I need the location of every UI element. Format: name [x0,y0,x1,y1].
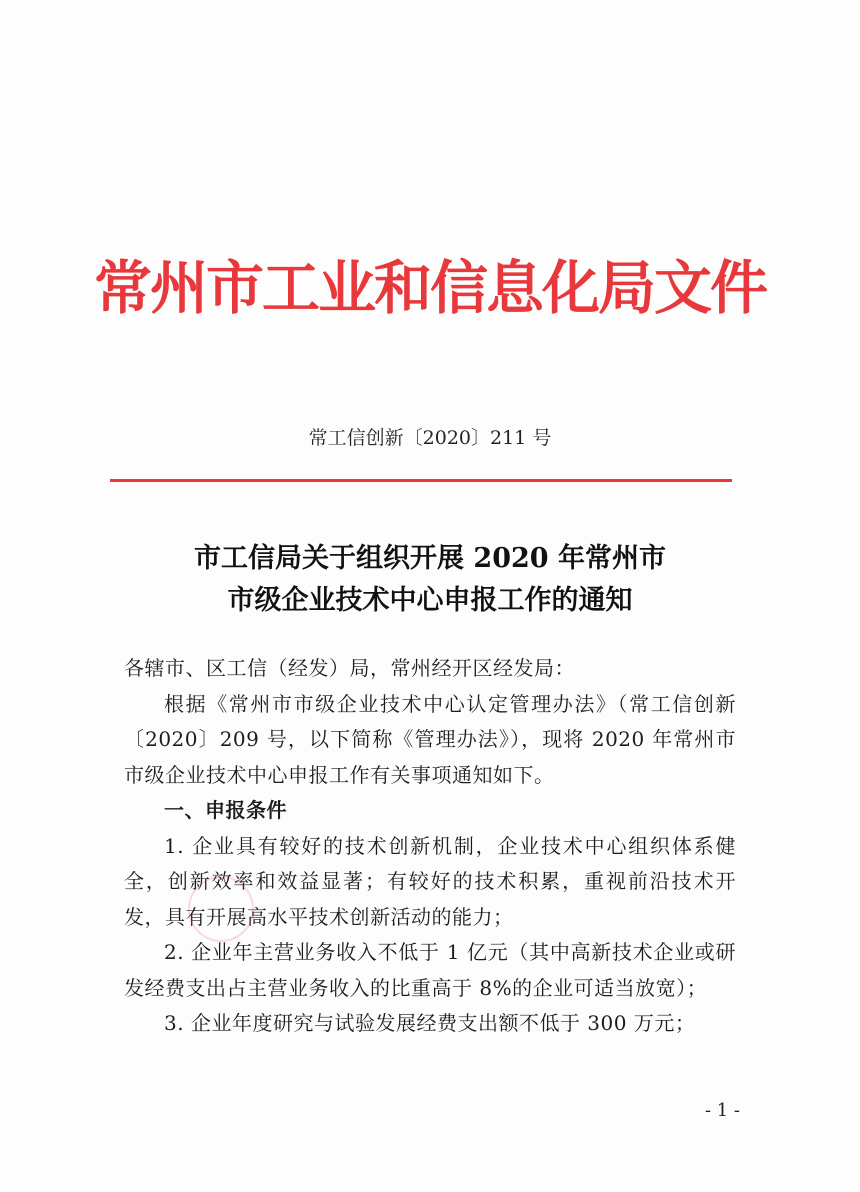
red-divider-line [110,479,732,482]
notice-title-line-2: 市级企业技术中心申报工作的通知 [227,585,633,616]
condition-item-1: 1. 企业具有较好的技术创新机制，企业技术中心组织体系健全，创新效率和效益显著；有较好的技术积累，重视前沿技术开发，具有开展高水平技术创新活动的能力； [124,833,736,929]
agency-header-title: 常州市工业和信息化局文件 [93,254,766,322]
document-body [124,651,736,1042]
condition-item-2: 2. 企业年主营业务收入不低于 1 亿元（其中高新技术企业或研发经费支出占主营业务收入的比重高于 8%的企业可适当放宽）； [124,940,736,1000]
intro-paragraph: 根据《常州市市级企业技术中心认定管理办法》（常工信创新〔2020〕209 号，以下简称《管理办法》），现将 2020 年常州市市级企业技术中心申报工作有关事项通知如下。 [124,691,736,787]
condition-item-3: 3. 企业年度研究与试验发展经费支出额不低于 300 万元； [164,1011,696,1035]
section-heading-conditions: 一、申报条件 [164,798,287,822]
notice-title-line-1: 市工信局关于组织开展 2020 年常州市 [194,543,666,574]
document-number: 常工信创新〔2020〕211 号 [308,427,552,449]
faint-stamp-mark [188,876,254,942]
page-number: - 1 - [704,1100,740,1121]
salutation: 各辖市、区工信（经发）局，常州经开区经发局： [124,656,575,680]
notice-title [0,538,860,622]
